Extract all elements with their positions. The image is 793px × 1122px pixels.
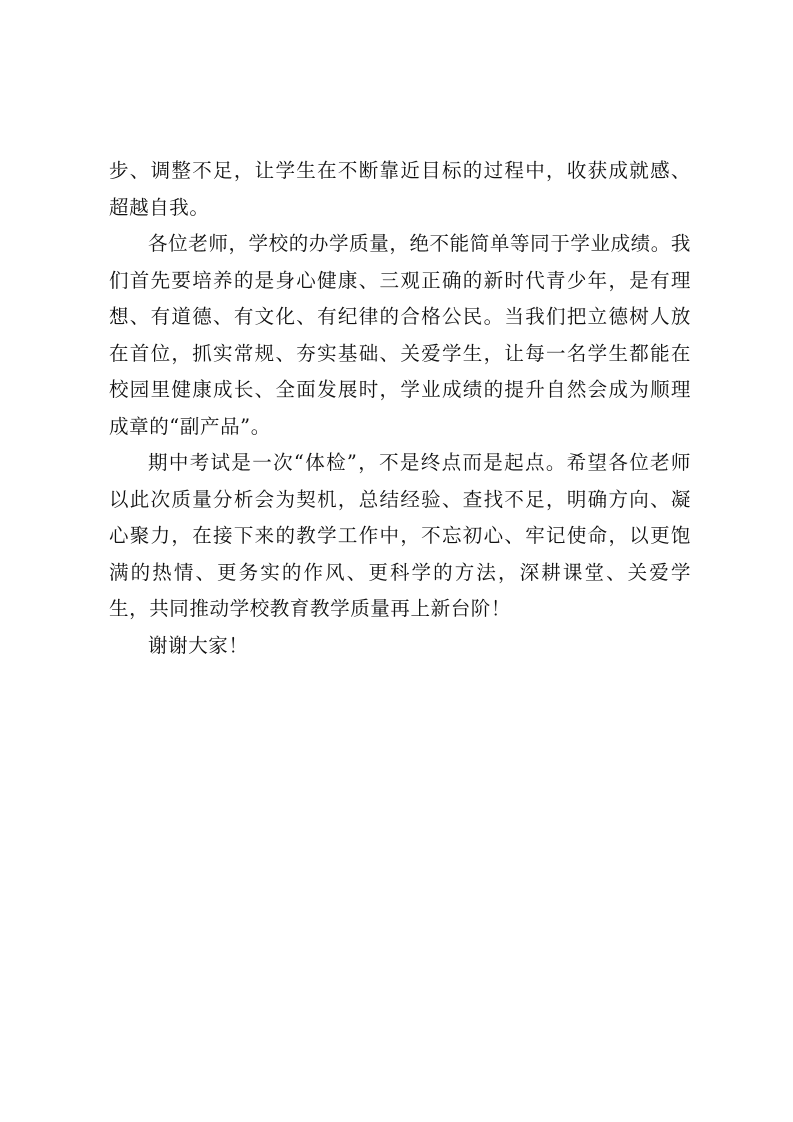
- paragraph-school-quality: 各位老师，学校的办学质量，绝不能简单等同于学业成绩。我们首先要培养的是身心健康、三观正确的新时代青少年，是有理想、有道德、有文化、有纪律的合格公民。当我们把立德树人放在首位，抓实常规、夯实基础、关爱学生，让每一名学生都能在校园里健康成长、全面发展时，学业成绩的提升自然会成为顺理成章的“副产品”。: [109, 232, 691, 438]
- paragraph-thanks: 谢谢大家！: [148, 633, 249, 657]
- document-body: [109, 153, 691, 664]
- paragraph-midterm-exam: 期中考试是一次“体检”，不是终点而是起点。希望各位老师以此次质量分析会为契机，总结经验、查找不足，明确方向、凝心聚力，在接下来的教学工作中，不忘初心、牢记使命，以更饱满的热情、更务实的作风、更科学的方法，深耕课堂、关爱学生，共同推动学校教育教学质量再上新台阶！: [109, 451, 691, 620]
- paragraph-continuation: 步、调整不足，让学生在不断靠近目标的过程中，收获成就感、超越自我。: [109, 159, 691, 219]
